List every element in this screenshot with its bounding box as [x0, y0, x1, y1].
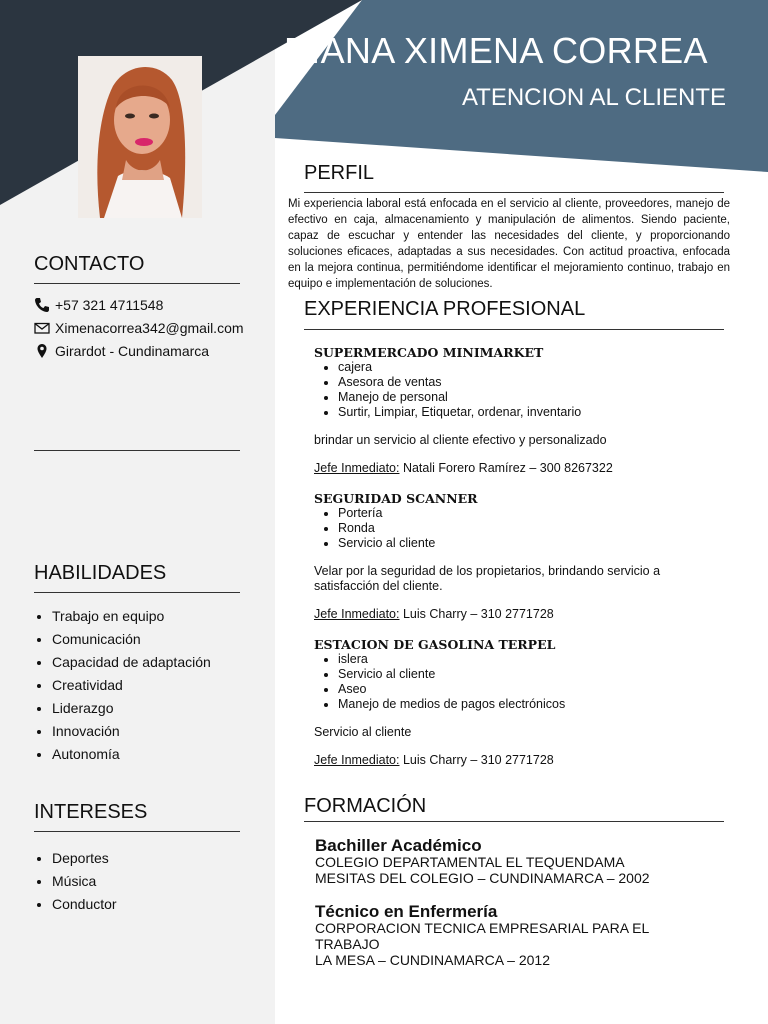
- phone-icon: [34, 297, 50, 313]
- list-item: • Liderazgo: [52, 697, 211, 720]
- education-line: CORPORACION TECNICA EMPRESARIAL PARA EL TRABAJO: [315, 920, 649, 952]
- list-item: • Trabajo en equipo: [52, 605, 211, 628]
- job-company: SEGURIDAD SCANNER: [314, 491, 478, 506]
- job-tasks: [314, 506, 724, 551]
- profile-title: PERFIL: [304, 162, 375, 184]
- education-line: COLEGIO DEPARTAMENTAL EL TEQUENDAMA: [315, 854, 625, 870]
- location-text: Girardot - Cundinamarca: [55, 343, 210, 359]
- job-entry: [314, 345, 724, 476]
- contact-divider: [34, 283, 240, 284]
- list-item: • Servicio al cliente: [338, 536, 724, 551]
- list-item: • Surtir, Limpiar, Etiquetar, ordenar, inventario: [338, 405, 724, 420]
- contact-title: CONTACTO: [34, 253, 145, 275]
- experience-title: EXPERIENCIA PROFESIONAL: [304, 298, 586, 320]
- profile-divider: [304, 192, 724, 193]
- skills-title: HABILIDADES: [34, 562, 167, 584]
- experience-divider: [304, 329, 724, 330]
- contact-location: [34, 343, 209, 359]
- boss-label: Jefe Inmediato:: [314, 607, 400, 621]
- job-description: Servicio al cliente: [314, 725, 412, 739]
- interests-list: [34, 847, 117, 916]
- list-item: • Portería: [338, 506, 724, 521]
- boss-label: Jefe Inmediato:: [314, 461, 400, 475]
- list-item: • Ronda: [338, 521, 724, 536]
- boss-value: Luis Charry – 310 2771728: [399, 753, 554, 767]
- list-item: • Innovación: [52, 720, 211, 743]
- list-item: • Autonomía: [52, 743, 211, 766]
- profile-text: Mi experiencia laboral está enfocada en el servicio al cliente, proveedores, manejo de efectivo en caja, almacenamiento y manipulación de alimentos. Siendo paciente, capaz de escuchar y entender las necesidades del cliente, y proporcionando soluciones eficaces, adaptadas a sus necesidades. Con actitud proactiva, enfocada en la mejora continua, permitiéndome identificar el mejoramiento continuo, trabajo en equipo e implementación de soluciones.: [288, 198, 730, 290]
- education-line: MESITAS DEL COLEGIO – CUNDINAMARCA – 2002: [315, 870, 650, 886]
- list-item: • Conductor: [52, 893, 117, 916]
- list-item: • Música: [52, 870, 117, 893]
- list-item: • Comunicación: [52, 628, 211, 651]
- boss-label: Jefe Inmediato:: [314, 753, 400, 767]
- list-item: • Creatividad: [52, 674, 211, 697]
- contact-email: [34, 320, 244, 336]
- location-pin-icon: [34, 343, 50, 359]
- contact-bottom-divider: [34, 450, 240, 451]
- interests-divider: [34, 831, 240, 832]
- education-degree: Técnico en Enfermería: [315, 902, 498, 921]
- list-item: • islera: [338, 652, 724, 667]
- job-company: SUPERMERCADO MINIMARKET: [314, 345, 544, 360]
- job-boss: [314, 461, 724, 476]
- job-tasks: [314, 360, 724, 420]
- list-item: • Capacidad de adaptación: [52, 651, 211, 674]
- education-line: LA MESA – CUNDINAMARCA – 2012: [315, 952, 550, 968]
- job-description: brindar un servicio al cliente efectivo y personalizado: [314, 433, 607, 447]
- education-entry: [315, 838, 725, 886]
- job-description: Velar por la seguridad de los propietarios, brindando servicio a satisfacción del cliente.: [314, 564, 661, 593]
- job-boss: [314, 607, 724, 622]
- list-item: • Aseo: [338, 682, 724, 697]
- list-item: • Deportes: [52, 847, 117, 870]
- list-item: • Asesora de ventas: [338, 375, 724, 390]
- job-company: ESTACION DE GASOLINA TERPEL: [314, 637, 556, 652]
- list-item: • Servicio al cliente: [338, 667, 724, 682]
- candidate-name: DIANA XIMENA CORREA: [284, 30, 708, 71]
- contact-phone: [34, 297, 163, 313]
- candidate-role: ATENCION AL CLIENTE: [461, 84, 726, 111]
- list-item: • cajera: [338, 360, 724, 375]
- phone-text: +57 321 4711548: [55, 297, 164, 313]
- job-entry: [314, 637, 724, 768]
- skills-list: [34, 605, 211, 766]
- list-item: • Manejo de medios de pagos electrónicos: [338, 697, 724, 712]
- email-text: Ximenacorrea342@gmail.com: [55, 320, 244, 336]
- mail-icon: [34, 320, 50, 336]
- job-tasks: [314, 652, 724, 712]
- boss-value: Luis Charry – 310 2771728: [399, 607, 554, 621]
- job-boss: [314, 753, 724, 768]
- education-title: FORMACIÓN: [304, 795, 427, 817]
- education-degree: Bachiller Académico: [315, 836, 482, 855]
- skills-divider: [34, 592, 240, 593]
- job-entry: [314, 491, 724, 622]
- list-item: • Manejo de personal: [338, 390, 724, 405]
- profile-photo: [78, 56, 202, 218]
- boss-value: Natali Forero Ramírez – 300 8267322: [399, 461, 613, 475]
- education-entry: [315, 904, 675, 968]
- education-divider: [304, 821, 724, 822]
- interests-title: INTERESES: [34, 801, 148, 823]
